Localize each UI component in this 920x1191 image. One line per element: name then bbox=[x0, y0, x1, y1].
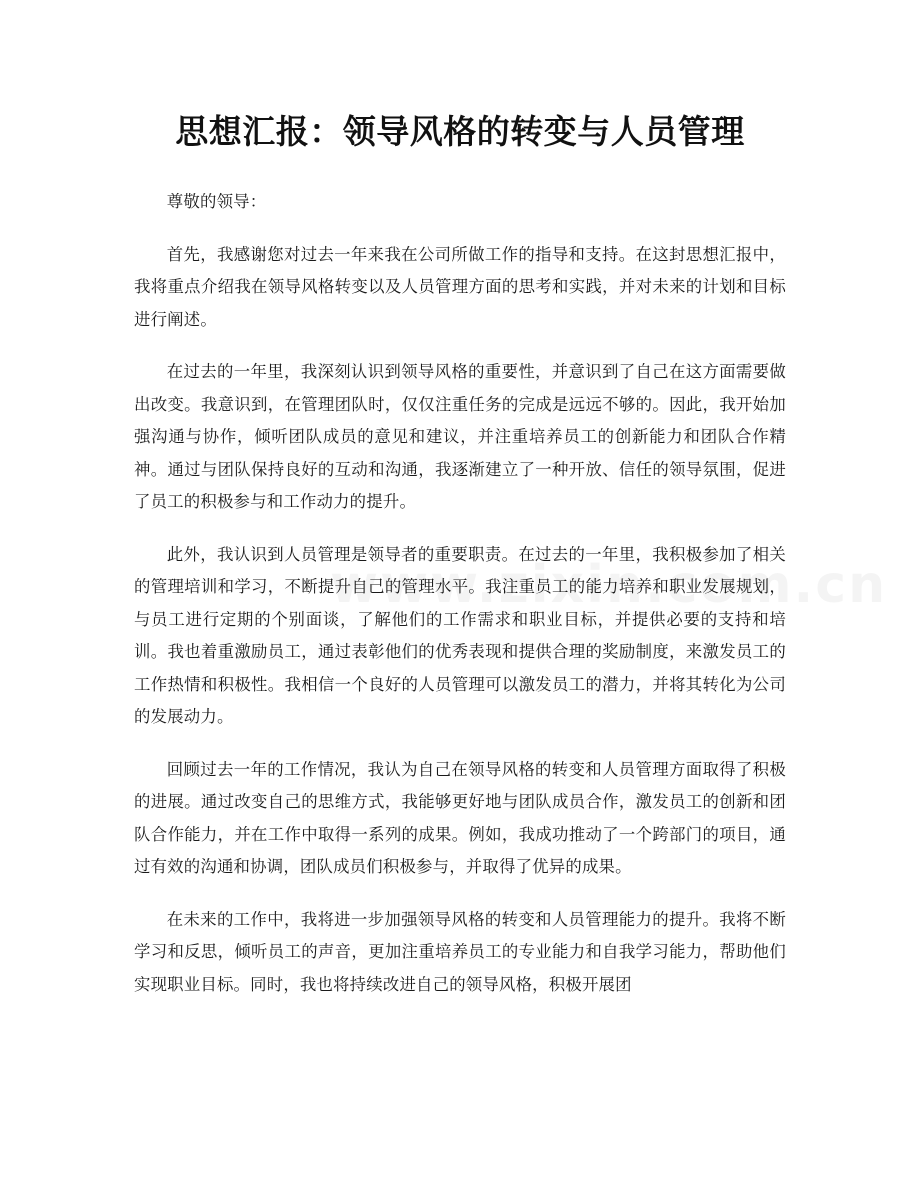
paragraph-4: 回顾过去一年的工作情况，我认为自己在领导风格的转变和人员管理方面取得了积极的进展。通过改变自己的思维方式，我能够更好地与团队成员合作，激发员工的创新和团队合作能力，并在工作中取得一系列的成果。例如，我成功推动了一个跨部门的项目，通过有效的沟通和协调，团队成员们积极参与，并取得了优异的成果。 bbox=[134, 759, 786, 876]
paragraph-2: 在过去的一年里，我深刻认识到领导风格的重要性，并意识到了自己在这方面需要做出改变。我意识到，在管理团队时，仅仅注重任务的完成是远远不够的。因此，我开始加强沟通与协作，倾听团队成员的意见和建议，并注重培养员工的创新能力和团队合作精神。通过与团队保持良好的互动和沟通，我逐渐建立了一种开放、信任的领导氛围，促进了员工的积极参与和工作动力的提升。 bbox=[134, 362, 786, 511]
paragraph-5: 在未来的工作中，我将进一步加强领导风格的转变和人员管理能力的提升。我将不断学习和反思，倾听员工的声音，更加注重培养员工的专业能力和自我学习能力，帮助他们实现职业目标。同时，我也将持续改进自己的领导风格，积极开展团 bbox=[134, 909, 786, 994]
paragraph-3: 此外，我认识到人员管理是领导者的重要职责。在过去的一年里，我积极参加了相关的管理培训和学习，不断提升自己的管理水平。我注重员工的能力培养和职业发展规划，与员工进行定期的个别面谈，了解他们的工作需求和职业目标，并提供必要的支持和培训。我也着重激励员工，通过表彰他们的优秀表现和提供合理的奖励制度，来激发员工的工作热情和积极性。我相信一个良好的人员管理可以激发员工的潜力，并将其转化为公司的发展动力。 bbox=[134, 544, 786, 726]
paragraph-1: 首先，我感谢您对过去一年来我在公司所做工作的指导和支持。在这封思想汇报中，我将重点介绍我在领导风格转变以及人员管理方面的思考和实践，并对未来的计划和目标进行阐述。 bbox=[134, 244, 786, 329]
document-body bbox=[134, 186, 786, 1021]
document-title: 思想汇报：领导风格的转变与人员管理 bbox=[175, 112, 745, 151]
salutation: 尊敬的领导： bbox=[166, 192, 267, 211]
